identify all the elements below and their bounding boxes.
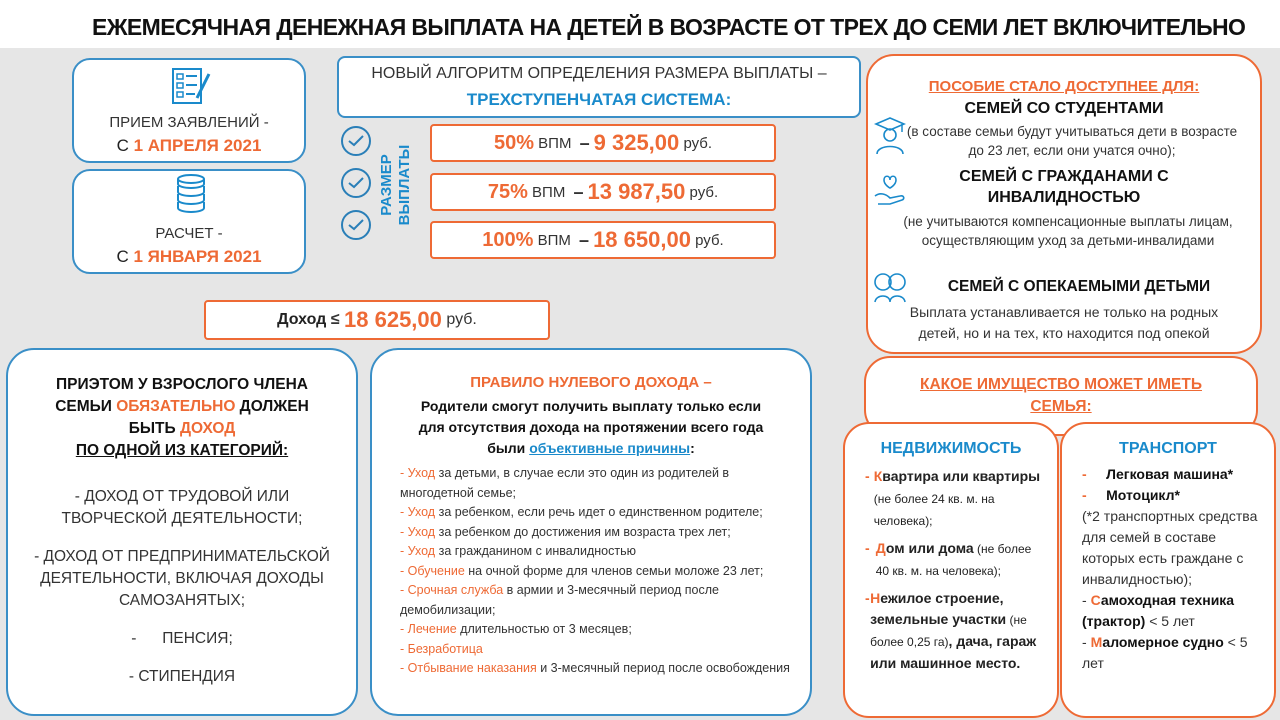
accept-date: 1 АПРЕЛЯ 2021 [133,136,262,155]
calc-prefix: С [116,247,134,266]
rate-currency: руб. [689,183,719,201]
rate-value: 9 325,00 [593,130,680,155]
reason-item: - Уход за детьми, в случае если это один из родителей в многодетной семье; [400,466,730,500]
access-students-desc: (в составе семьи будут учитываться дети в возрасте до 23 лет, если они учатся очно); [906,124,1238,158]
category-item: - ДОХОД ОТ ТРУДОВОЙ ИЛИ [74,488,290,505]
rate-currency: руб. [695,231,724,249]
income-sign: ≤ [330,311,340,328]
calc-date: 1 ЯНВАРЯ 2021 [133,247,262,266]
accept-applications-card [72,58,306,163]
calc-date-line [74,247,304,267]
rate-dash: – [579,132,590,153]
algorithm-line2: ТРЕХСТУПЕНЧАТАЯ СИСТЕМА: [466,90,732,109]
realty-title: НЕДВИЖИМОСТЬ [880,440,1022,457]
transport-title: ТРАНСПОРТ [1119,440,1217,457]
accept-prefix: С [116,136,134,155]
calculation-card [72,169,306,274]
rate-unit: ВПМ [538,134,572,152]
size-label-line1: РАЗМЕР [378,154,395,216]
adult-heading-4: ПО ОДНОЙ ИЗ КАТЕГОРИЙ: [75,442,289,459]
property-heading: КАКОЕ ИМУЩЕСТВО МОЖЕТ ИМЕТЬ СЕМЬЯ: [920,376,1202,415]
rate-dash: – [579,229,590,250]
payment-size-label [378,130,414,240]
access-disabled-desc: (не учитываются компенсационные выплаты лицам, осуществляющим уход за детьми-инвалидами [903,214,1233,248]
rate-currency: руб. [683,134,713,152]
income-limit-box [204,300,550,340]
accept-label: ПРИЕМ ЗАЯВЛЕНИЙ - [109,114,269,131]
category-item: САМОЗАНЯТЫХ; [118,592,246,609]
check-icon [341,168,371,198]
income-currency: руб. [446,311,477,328]
reason-item: - Отбывание наказания и 3-месячный период после освобождения [400,661,790,675]
reason-item: - Уход за ребенком, если речь идет о единственном родителе; [400,505,763,519]
rate-row [430,221,776,259]
reasons-list [400,464,792,679]
algorithm-card [337,56,861,118]
zero-line-3: были объективные причины: [487,440,695,456]
realty-item: - Квартира или квартиры (не более 24 кв. м. на человека); [865,468,1041,528]
category-item: - ПЕНСИЯ; [131,630,233,647]
reason-item: - Срочная служба в армии и 3-месячный период после демобилизации; [400,583,719,617]
rate-unit: ВПМ [537,231,571,249]
transport-item: - Самоходная техника (трактор) < 5 лет [1082,592,1235,629]
access-disabled-heading: СЕМЕЙ С ГРАЖДАНАМИ С ИНВАЛИДНОСТЬЮ [959,168,1169,206]
transport-card [1060,422,1276,718]
reason-item: - Уход за ребенком до достижения им возраста трех лет; [400,524,731,539]
reason-item: - Обучение на очной форме для членов семьи моложе 23 лет; [400,563,764,578]
transport-list [1082,464,1262,674]
accept-date-line [74,136,304,156]
rate-percent: 75% [487,180,528,203]
realty-card [843,422,1059,718]
income-label: Доход [277,311,327,328]
access-guardianship: СЕМЕЙ С ОПЕКАЕМЫМИ ДЕТЬМИ [947,278,1211,295]
adult-heading-2: СЕМЬИ ОБЯЗАТЕЛЬНО ДОЛЖЕН [55,398,309,415]
accessibility-card [866,54,1262,354]
transport-item: - Маломерное судно < 5 лет [1082,634,1248,671]
rate-value: 13 987,50 [587,179,686,204]
check-icon [341,210,371,240]
reason-item: - Лечение длительностью от 3 месяцев; [400,622,632,636]
access-title: ПОСОБИЕ СТАЛО ДОСТУПНЕЕ ДЛЯ: [928,78,1200,95]
rate-unit: ВПМ [532,183,566,201]
zero-line-1: Родители смогут получить выплату только если [420,398,762,414]
coins-stack-icon [171,173,211,217]
rate-dash: – [573,181,584,202]
realty-item: - Дом или дома (не более 40 кв. м. на человека); [865,540,1032,578]
zero-income-title: ПРАВИЛО НУЛЕВОГО ДОХОДА – [470,374,712,391]
category-item: - СТИПЕНДИЯ [128,668,236,685]
reason-item: - Безработица [400,641,483,656]
transport-item: - Мотоцикл* [1082,487,1180,503]
rate-row [430,124,776,162]
reason-item: - Уход за гражданином с инвалидностью [400,544,636,558]
rate-percent: 100% [482,228,534,251]
rate-value: 18 650,00 [593,227,691,252]
adult-categories [8,486,356,688]
transport-item: - Легковая машина* [1082,466,1234,482]
rate-row [430,173,776,211]
zero-line-2: для отсутствия дохода на протяжении всего года [418,419,764,435]
calc-label: РАСЧЕТ - [155,225,223,242]
realty-list [865,466,1045,674]
check-icon [341,126,371,156]
category-item: ДЕЯТЕЛЬНОСТИ, ВКЛЮЧАЯ ДОХОДЫ [40,570,324,587]
adult-heading-3: БЫТЬ ДОХОД [128,420,236,437]
transport-note: (*2 транспортных средства для семей в составе которых есть граждане с инвалидностью); [1082,508,1258,587]
income-value: 18 625,00 [344,307,442,332]
access-students: СЕМЕЙ СО СТУДЕНТАМИ [964,100,1164,117]
access-guardianship-desc: Выплата устанавливается не только на родных детей, но и на тех, кто находится под опекой [909,304,1219,341]
category-item: ТВОРЧЕСКОЙ ДЕЯТЕЛЬНОСТИ; [61,510,303,527]
graduate-icon [872,116,908,156]
algorithm-line1: НОВЫЙ АЛГОРИТМ ОПРЕДЕЛЕНИЯ РАЗМЕРА ВЫПЛАТЫ – [371,65,827,82]
rate-percent: 50% [493,131,534,154]
page-title: ЕЖЕМЕСЯЧНАЯ ДЕНЕЖНАЯ ВЫПЛАТА НА ДЕТЕЙ В ВОЗРАСТЕ ОТ ТРЕХ ДО СЕМИ ЛЕТ ВКЛЮЧИТЕЛЬНО [92,14,1246,40]
adult-income-card [6,348,358,716]
size-label-line2: ВЫПЛАТЫ [396,144,413,226]
realty-item: - Нежилое строение, земельные участки (не более 0,25 га), дача, гараж или машинное место. [865,590,1037,671]
category-item: - ДОХОД ОТ ПРЕДПРИНИМАТЕЛЬСКОЙ [34,548,330,565]
adult-heading-1: ПРИЭТОМ У ВЗРОСЛОГО ЧЛЕНА [55,376,309,393]
form-checklist-icon [169,66,213,106]
zero-income-card [370,348,812,716]
